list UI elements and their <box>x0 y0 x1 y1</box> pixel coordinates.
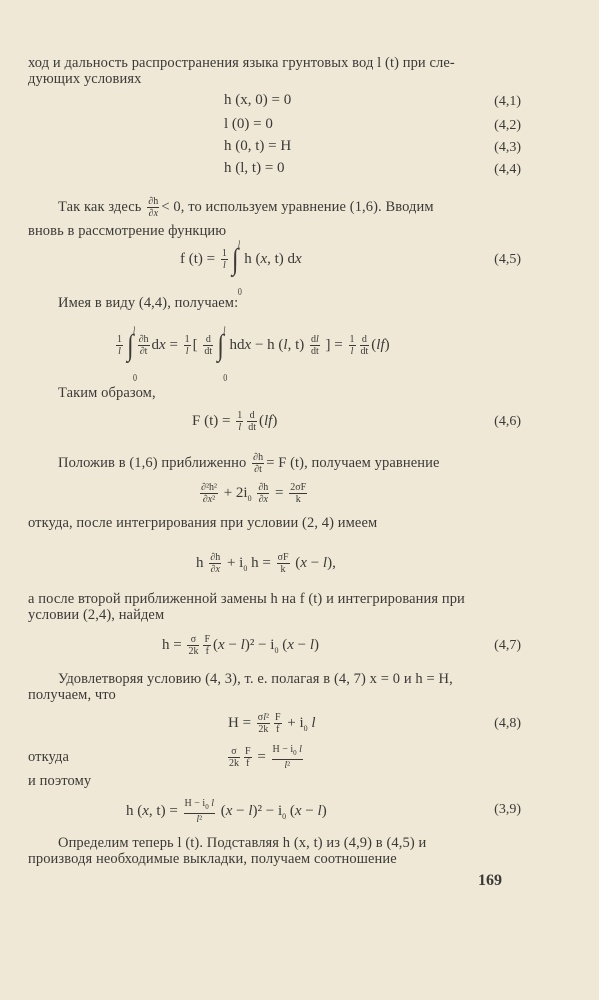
equation-4-8: H = $\frac{\text{σl²}}{2k}$ $\frac{F}{f}$ + $i_0$ l <box>228 712 316 735</box>
equation-number: (4,4) <box>494 162 521 177</box>
paragraph-line: откуда <box>28 749 69 765</box>
paragraph-line: Имея в виду (4,4), получаем: <box>58 295 239 311</box>
equation-4-5: f (t) = $\frac{1}{l}$ ∫ l 0 h (x, t) dx <box>180 238 302 297</box>
paragraph-line: получаем, что <box>28 687 116 703</box>
paragraph-line: производя необходимые выкладки, получаем соотношение <box>28 851 397 867</box>
paragraph-line: а после второй приближенной замены h на f (t) и интегрирования при <box>28 591 465 607</box>
equation-differential: $\frac{\text{∂²h²}}{\text{∂x²}}$ + $2i_0$ $\frac{\partial h}{\partial x}$ = $\frac{2\sigma F}{k}$ <box>201 482 307 505</box>
paragraph-line: и поэтому <box>28 773 92 789</box>
equation-number: (4,8) <box>494 716 521 731</box>
equation-number: (3,9) <box>494 802 521 817</box>
paragraph-text: Положив в (1,6) приближенно <box>58 454 251 471</box>
equation-4-6: F (t) = $\frac{1}{l}$ $\frac{d}{dt}$ (lf) <box>192 410 278 433</box>
equation-integral-derivation: $\frac{1}{l}$ ∫ l 0 $\frac{\partial h}{\partial t}$ dx = $\frac{1}{l}$ [ $\frac{d}{dt}$ ∫ l 0 hdx − h (l, t) $\frac{dl}{dt}$ ] = $\frac{1}{l}$ $\frac{d}{dt}$ (lf) <box>117 324 390 383</box>
equation-4-7: h = $\frac{\sigma}{2k}$ $\frac{F}{f}$ $(x - l)^2 - i_0$ (x − l) <box>162 634 320 657</box>
equation-number: (4,1) <box>494 94 521 109</box>
equation-ratio: $\frac{\sigma}{2k}$ $\frac{F}{f}$ = $\frac{H - i_0 l}{\text{l²}}$ <box>229 744 302 771</box>
page-number: 169 <box>478 872 502 889</box>
equation-number: (4,6) <box>494 414 521 429</box>
paragraph-line: вновь в рассмотрение функцию <box>28 223 227 239</box>
paragraph-text: = F (t), получаем уравнение <box>266 454 440 471</box>
equation-4-4: h (l, t) = 0 <box>224 160 285 176</box>
equation-first-integral: h $\frac{\partial h}{\partial x}$ + $i_0$ h = $\frac{\sigma F}{k}$ (x − l), <box>196 552 336 575</box>
paragraph-line: Так как здесь $\frac{\partial h}{\partial x}$ < 0, то используем уравнение (1,6). Вводим <box>58 196 434 219</box>
equation-4-1: h (x, 0) = 0 <box>224 92 292 108</box>
paragraph-line: условии (2,4), найдем <box>28 607 165 623</box>
paragraph-line: Удовлетворяя условию (4, 3), т. е. полагая в (4, 7) x = 0 и h = H, <box>58 671 453 687</box>
equation-number: (4,5) <box>494 252 521 267</box>
equation-number: (4,3) <box>494 140 521 155</box>
paragraph-line: откуда, после интегрирования при условии (2, 4) имеем <box>28 515 378 531</box>
equation-number: (4,7) <box>494 638 521 653</box>
paragraph-text: < 0, то используем уравнение (1,6). Вводим <box>161 198 434 215</box>
equation-3-9: h (x, t) = $\frac{H - i_0 l}{\text{l²}}$ $(x - l)^2 - i_0$ (x − l) <box>126 798 327 825</box>
equation-4-2: l (0) = 0 <box>224 116 273 132</box>
paragraph-line: дующих условиях <box>28 71 142 87</box>
paragraph-line: ход и дальность распространения языка грунтовых вод l (t) при сле- <box>28 55 455 71</box>
paragraph-text: Так как здесь <box>58 198 146 215</box>
paragraph-line: Определим теперь l (t). Подставляя h (x, t) из (4,9) в (4,5) и <box>58 835 427 851</box>
paragraph-line: Положив в (1,6) приближенно $\frac{\partial h}{\partial t}$ = F (t), получаем уравнение <box>58 452 440 475</box>
paragraph-line: Таким образом, <box>58 385 156 401</box>
equation-4-3: h (0, t) = H <box>224 138 292 154</box>
equation-number: (4,2) <box>494 118 521 133</box>
